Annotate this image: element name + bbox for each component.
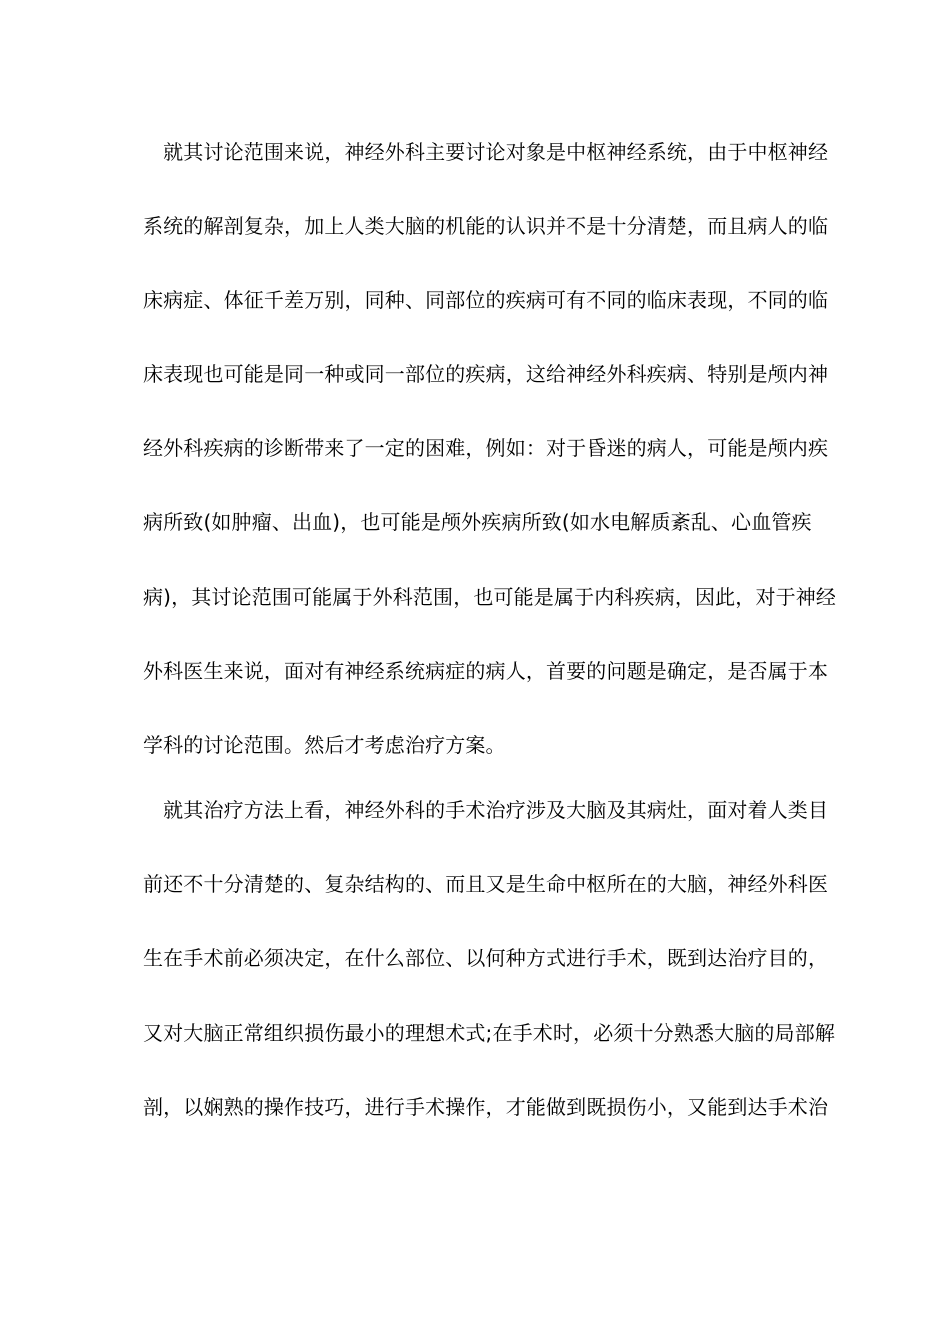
text-line: 经外科疾病的诊断带来了一定的困难，例如：对于昏迷的病人，可能是颅内疾 — [143, 436, 829, 460]
text-line: 病所致(如肿瘤、出血)，也可能是颅外疾病所致(如水电解质紊乱、心血管疾 — [143, 510, 812, 534]
text-line: 就其治疗方法上看，神经外科的手术治疗涉及大脑及其病灶，面对着人类目 — [143, 798, 829, 822]
text-line: 系统的解剖复杂，加上人类大脑的机能的认识并不是十分清楚，而且病人的临 — [143, 214, 829, 238]
text-line: 就其讨论范围来说，神经外科主要讨论对象是中枢神经系统，由于中枢神经 — [143, 140, 829, 164]
text-line: 床病症、体征千差万别，同种、同部位的疾病可有不同的临床表现，不同的临 — [143, 288, 829, 312]
text-line: 床表现也可能是同一种或同一部位的疾病，这给神经外科疾病、特别是颅内神 — [143, 362, 829, 386]
text-line: 外科医生来说，面对有神经系统病症的病人，首要的问题是确定，是否属于本 — [143, 659, 829, 683]
text-line: 病)，其讨论范围可能属于外科范围，也可能是属于内科疾病，因此，对于神经 — [143, 585, 837, 609]
text-line: 生在手术前必须决定，在什么部位、以何种方式进行手术，既到达治疗目的， — [143, 946, 829, 970]
text-line: 学科的讨论范围。然后才考虑治疗方案。 — [143, 733, 506, 757]
text-line: 又对大脑正常组织损伤最小的理想术式;在手术时，必须十分熟悉大脑的局部解 — [143, 1021, 835, 1045]
text-line: 前还不十分清楚的、复杂结构的、而且又是生命中枢所在的大脑，神经外科医 — [143, 872, 829, 896]
text-line: 剖，以娴熟的操作技巧，进行手术操作，才能做到既损伤小，又能到达手术治 — [143, 1095, 829, 1119]
